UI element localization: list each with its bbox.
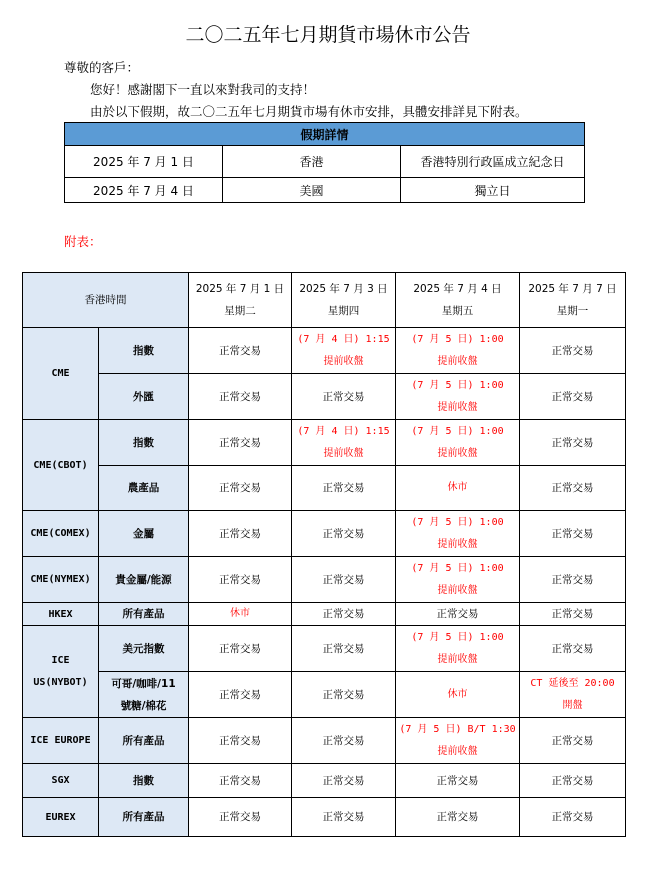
table-row (23, 764, 626, 798)
day-date: 2025 年 7 月 1 日 (195, 283, 285, 295)
day-header (189, 273, 292, 328)
status-cell: 正常交易 (189, 466, 292, 511)
status-cell: 正常交易 (292, 718, 396, 764)
schedule-table (22, 272, 626, 837)
table-row (23, 328, 626, 374)
table-row (23, 374, 626, 420)
status-cell: 正常交易 (189, 626, 292, 672)
product-agri: 農產品 (99, 466, 189, 511)
exchange-ice-us: ICE US(NYBOT) (23, 626, 99, 718)
product-softs: 可哥/咖啡/11 號糖/棉花 (99, 672, 189, 718)
corner-header: 香港時間 (23, 273, 189, 328)
status-cell: 正常交易 (520, 718, 626, 764)
status-cell: 正常交易 (520, 374, 626, 420)
day-date: 2025 年 7 月 3 日 (299, 283, 388, 295)
holiday-table-header: 假期詳情 (65, 123, 585, 146)
table-row (65, 146, 585, 178)
status-cell: 正常交易 (292, 557, 396, 603)
exchange-cme: CME (23, 328, 99, 420)
product-fx: 外匯 (99, 374, 189, 420)
status-cell-early-close: (7 月 5 日) 1:00 提前收盤 (396, 328, 520, 374)
exchange-nymex: CME(NYMEX) (23, 557, 99, 603)
status-cell-early-close: (7 月 5 日) B/T 1:30 提前收盤 (396, 718, 520, 764)
status-cell: 正常交易 (189, 557, 292, 603)
product-index: 指數 (99, 764, 189, 798)
status-cell: 正常交易 (189, 511, 292, 557)
holiday-market: 香港 (223, 146, 401, 178)
day-date: 2025 年 7 月 7 日 (528, 283, 617, 295)
status-cell: 正常交易 (520, 764, 626, 798)
table-row (23, 603, 626, 626)
day-weekday: 星期五 (441, 305, 474, 317)
status-cell: 正常交易 (189, 374, 292, 420)
status-cell-early-close: (7 月 4 日) 1:15 提前收盤 (292, 328, 396, 374)
status-cell: 正常交易 (292, 603, 396, 626)
status-cell: 正常交易 (189, 672, 292, 718)
product-precious-energy: 貴金屬/能源 (99, 557, 189, 603)
product-all: 所有產品 (99, 798, 189, 837)
product-all: 所有產品 (99, 603, 189, 626)
table-row (23, 798, 626, 837)
status-cell-early-close: (7 月 4 日) 1:15 提前收盤 (292, 420, 396, 466)
status-cell: 正常交易 (189, 764, 292, 798)
day-date: 2025 年 7 月 4 日 (413, 283, 502, 295)
product-index: 指數 (99, 420, 189, 466)
status-cell: 正常交易 (396, 764, 520, 798)
page-title: 二〇二五年七月期貨市場休市公告 (185, 24, 471, 46)
status-cell: 正常交易 (292, 798, 396, 837)
exchange-comex: CME(COMEX) (23, 511, 99, 557)
product-all: 所有產品 (99, 718, 189, 764)
table-row (23, 466, 626, 511)
status-cell: 正常交易 (292, 626, 396, 672)
product-index: 指數 (99, 328, 189, 374)
holiday-date: 2025 年 7 月 4 日 (65, 178, 223, 203)
product-metal: 金屬 (99, 511, 189, 557)
status-cell: 正常交易 (292, 764, 396, 798)
status-cell: 正常交易 (520, 798, 626, 837)
day-weekday: 星期二 (224, 305, 256, 317)
table-row (23, 718, 626, 764)
day-header (520, 273, 626, 328)
status-cell-early-close: (7 月 5 日) 1:00 提前收盤 (396, 511, 520, 557)
status-cell: 正常交易 (292, 672, 396, 718)
product-usd-index: 美元指數 (99, 626, 189, 672)
intro-text: 由於以下假期，故二〇二五年七月期貨市場有休市安排，具體安排詳見下附表。 (90, 104, 528, 119)
exchange-eurex: EUREX (23, 798, 99, 837)
status-cell-early-close: (7 月 5 日) 1:00 提前收盤 (396, 557, 520, 603)
status-cell: 正常交易 (520, 626, 626, 672)
exchange-sgx: SGX (23, 764, 99, 798)
day-weekday: 星期一 (556, 305, 589, 317)
table-row (23, 511, 626, 557)
table-row (65, 178, 585, 203)
status-cell-closed: 休市 (189, 603, 292, 626)
status-cell: 正常交易 (292, 511, 396, 557)
annex-label: 附表： (64, 234, 102, 249)
day-header (396, 273, 520, 328)
exchange-cbot: CME(CBOT) (23, 420, 99, 511)
status-cell: 正常交易 (520, 511, 626, 557)
status-cell: 正常交易 (520, 420, 626, 466)
status-cell: 正常交易 (292, 466, 396, 511)
day-weekday: 星期四 (327, 305, 360, 317)
table-row (23, 557, 626, 603)
status-cell-closed: 休市 (396, 672, 520, 718)
table-row (23, 626, 626, 672)
status-cell-early-close: (7 月 5 日) 1:00 提前收盤 (396, 626, 520, 672)
status-cell: 正常交易 (189, 328, 292, 374)
status-cell-early-close: (7 月 5 日) 1:00 提前收盤 (396, 374, 520, 420)
status-cell: 正常交易 (189, 420, 292, 466)
status-cell: 正常交易 (520, 328, 626, 374)
status-cell-closed: 休市 (396, 466, 520, 511)
status-cell: 正常交易 (396, 798, 520, 837)
status-cell-early-close: (7 月 5 日) 1:00 提前收盤 (396, 420, 520, 466)
exchange-hkex: HKEX (23, 603, 99, 626)
schedule-header-row (23, 273, 626, 328)
status-cell: 正常交易 (520, 557, 626, 603)
table-row (23, 420, 626, 466)
day-header (292, 273, 396, 328)
greeting: 尊敬的客戶： (64, 60, 140, 75)
holiday-table-header-row (65, 123, 585, 146)
status-cell: 正常交易 (189, 718, 292, 764)
thanks-text: 您好！感謝閣下一直以來對我司的支持！ (90, 82, 316, 97)
status-cell: 正常交易 (292, 374, 396, 420)
table-row (23, 672, 626, 718)
holiday-date: 2025 年 7 月 1 日 (65, 146, 223, 178)
status-cell: 正常交易 (520, 466, 626, 511)
holiday-name: 獨立日 (401, 178, 585, 203)
exchange-ice-europe: ICE EUROPE (23, 718, 99, 764)
holiday-table (64, 122, 585, 203)
status-cell-ct-delay: CT 延後至 20:00 開盤 (520, 672, 626, 718)
status-cell: 正常交易 (396, 603, 520, 626)
holiday-name: 香港特別行政區成立紀念日 (401, 146, 585, 178)
status-cell: 正常交易 (520, 603, 626, 626)
status-cell: 正常交易 (189, 798, 292, 837)
holiday-market: 美國 (223, 178, 401, 203)
